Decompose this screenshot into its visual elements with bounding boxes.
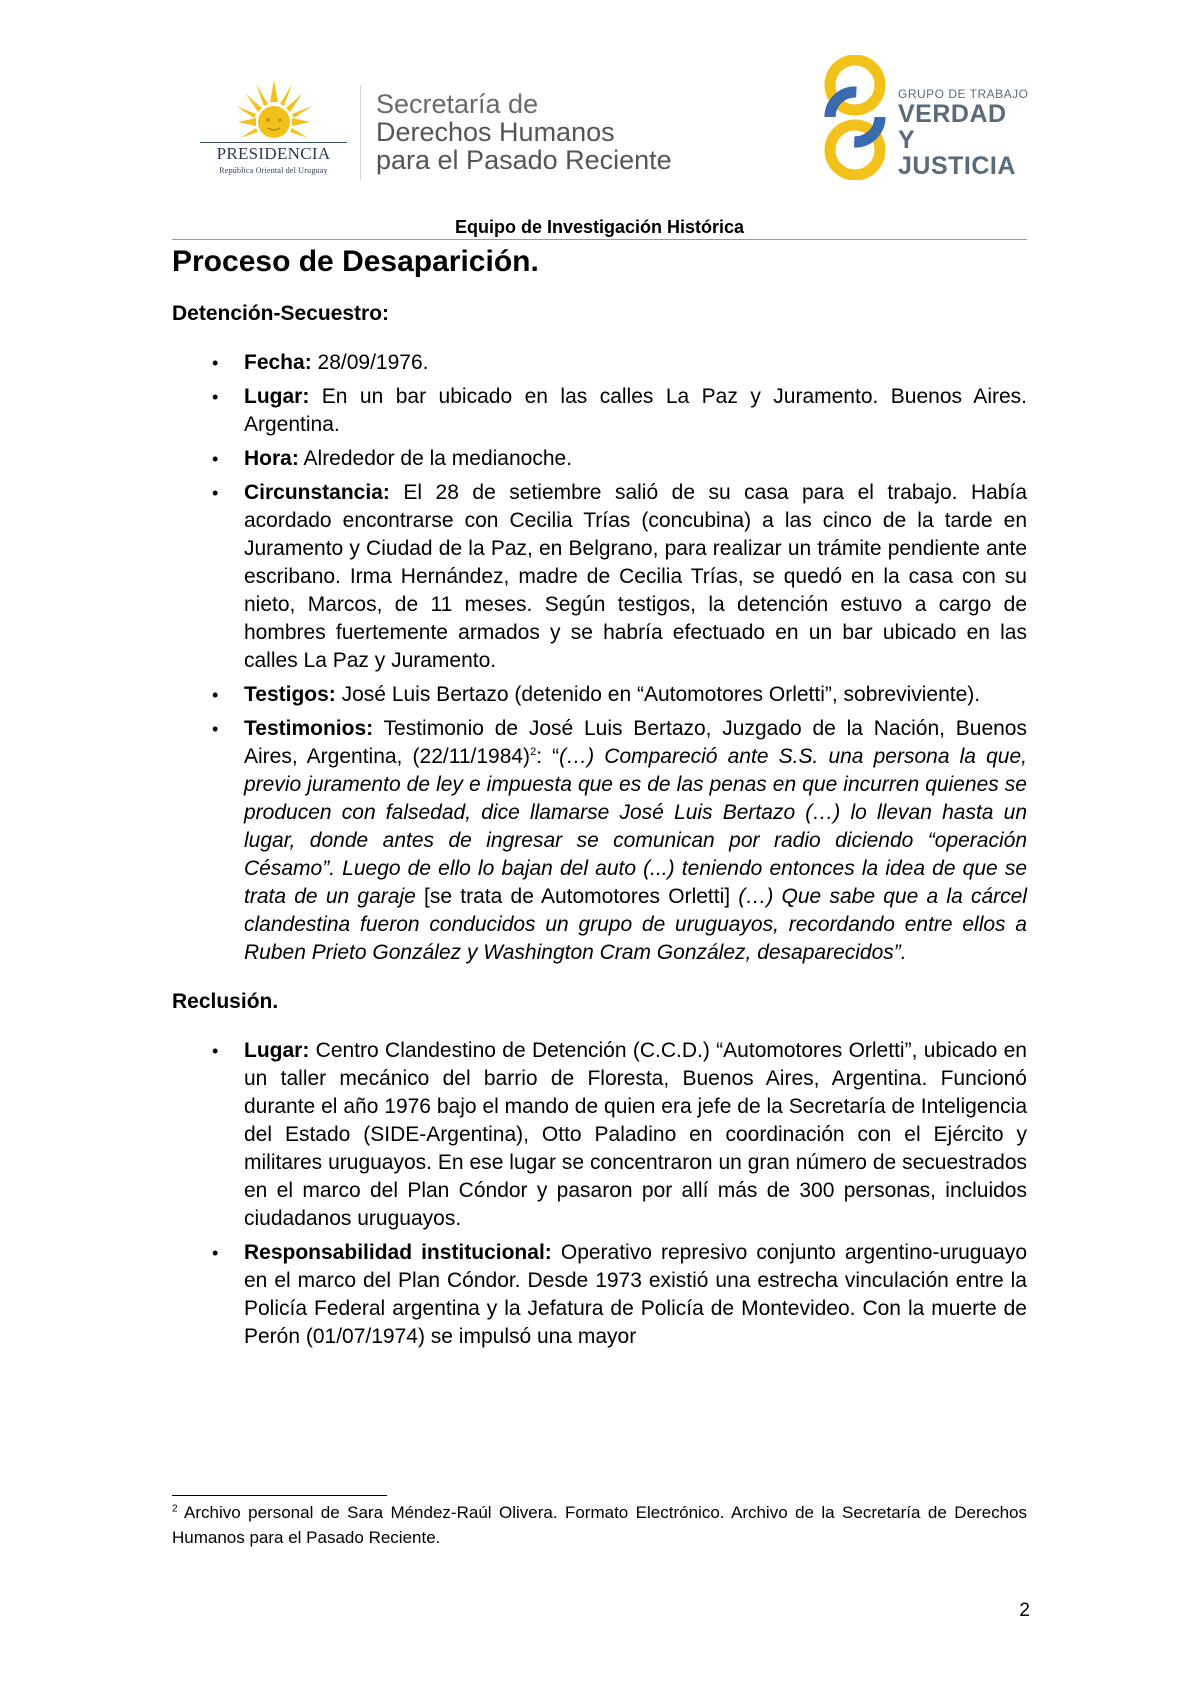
footnote [172, 1500, 1027, 1550]
bullet-icon: • [212, 353, 219, 373]
bullet-icon: • [212, 387, 219, 407]
document-body [172, 240, 1027, 1351]
fecha-value: 28/09/1976. [311, 351, 429, 374]
reclusion-list [172, 1037, 1027, 1351]
responsabilidad-label: Responsabilidad institucional: [244, 1241, 552, 1264]
testimonios-value: Testimonio de José Luis Bertazo, Juzgado de la Nación, Buenos Aires, Argentina, (22/11/1984) [244, 717, 1027, 768]
list-item-responsabilidad [172, 1239, 1027, 1351]
bullet-icon: • [212, 449, 219, 469]
verdad-justicia-text [898, 87, 1030, 179]
reclusion-lugar-value: Centro Clandestino de Detención (C.C.D.) “Automotores Orletti”, ubicado en un taller mecánico del barrio de Floresta, Buenos Aires, Argentina. Funcionó durante el año 1976 bajo el mando de quien era jefe de la Secretaría de Inteligencia del Estado (SIDE-Argentina), Otto Paladino en coordinación con el Ejército y militares uruguayos. En ese lugar se concentraron un gran número de secuestrados en el marco del Plan Cóndor y pasaron por allí más de 300 personas, incluidos ciudadanos uruguayos. [244, 1039, 1027, 1230]
list-item-testigos [172, 681, 1027, 709]
vj-small-text: GRUPO DE TRABAJO [898, 87, 1029, 101]
testimonios-quote-2: (…) Que sabe que a la cárcel clandestina fueron conducidos un grupo de uruguayos, recordando entre ellos a Ruben Prieto González y Washington Cram González, desaparecidos”. [244, 885, 1027, 964]
list-item-hora [172, 445, 1027, 473]
testimonios-quote-1: (…) Compareció ante S.S. una persona la que, previo juramento de ley e impuesta que es de las penas en que incurren quienes se producen con falsedad, dice llamarse José Luis Bertazo (…) lo llevan hasta un lugar, donde antes de ingresar se comunican por radio diciendo “operación Césamo”. Luego de ello lo bajan del auto (...) teniendo entonces la idea de que se trata de un garaje [244, 745, 1027, 908]
testimonios-colon: : “ [536, 745, 560, 768]
bullet-icon: • [212, 685, 219, 705]
presidencia-subtitle: República Oriental del Uruguay [219, 166, 328, 175]
detencion-list [172, 349, 1027, 967]
testimonios-label: Testimonios: [244, 717, 374, 740]
bullet-icon: • [212, 719, 219, 739]
list-item-reclusion-lugar [172, 1037, 1027, 1233]
testimonios-bracket: [se trata de Automotores Orletti] [415, 885, 739, 908]
hora-value: Alrededor de la medianoche. [298, 447, 573, 470]
circunstancia-value: El 28 de setiembre salió de su casa para el trabajo. Había acordado encontrarse con Cecilia Trías (concubina) a las cinco de la tarde en Juramento y Ciudad de la Paz, en Belgrano, para realizar un trámite pendiente ante escribano. Irma Hernández, madre de Cecilia Trías, se quedó en la casa con su nieto, Marcos, de 11 meses. Según testigos, la detención estuvo a cargo de hombres fuertemente armados y se habría efectuado en un bar ubicado en las calles La Paz y Juramento. [244, 481, 1027, 672]
testigos-label: Testigos: [244, 683, 336, 706]
bullet-icon: • [212, 1243, 219, 1263]
secretaria-logo [376, 90, 672, 174]
team-heading: Equipo de Investigación Histórica [454, 217, 745, 237]
page-title: Proceso de Desaparición. [172, 245, 539, 278]
page-number: 2 [1019, 1600, 1030, 1621]
list-item-circunstancia [172, 479, 1027, 675]
vj-big-text-1: VERDAD Y [898, 100, 1007, 154]
bullet-icon: • [212, 483, 219, 503]
verdad-justicia-logo [820, 55, 1030, 180]
responsabilidad-value: Operativo represivo conjunto argentino-uruguayo en el marco del Plan Cóndor. Desde 1973 existió una estrecha vinculación entre la Policía Federal argentina y la Jefatura de Policía de Montevideo. Con la muerte de Perón (01/07/1974) se impulsó una mayor [244, 1241, 1028, 1348]
secretaria-line2: Derechos Humanos [376, 117, 615, 147]
secretaria-line1: Secretaría de [376, 89, 539, 119]
presidencia-logo [196, 80, 351, 220]
presidencia-divider [200, 142, 347, 143]
presidencia-title: PRESIDENCIA [216, 144, 331, 163]
lugar-label: Lugar: [244, 385, 310, 408]
section-heading-reclusion: Reclusión. [172, 990, 279, 1013]
list-item-testimonios [172, 715, 1027, 967]
footnote-ref[interactable]: 2 [530, 746, 537, 758]
reclusion-lugar-label: Lugar: [244, 1039, 310, 1062]
section-heading-detencion: Detención-Secuestro: [172, 302, 390, 325]
secretaria-line3: para el Pasado Reciente [376, 145, 672, 175]
footnote-number: 2 [172, 1503, 178, 1515]
circunstancia-label: Circunstancia: [244, 481, 390, 504]
vj-big-text-2: JUSTICIA [898, 152, 1016, 180]
list-item-fecha [172, 349, 1027, 377]
hora-label: Hora: [244, 447, 299, 470]
logo-separator [360, 85, 361, 180]
rings-icon [820, 55, 890, 180]
footnote-text: Archivo personal de Sara Méndez-Raúl Olivera. Formato Electrónico. Archivo de la Secretaría de Derechos Humanos para el Pasado Reciente. [172, 1503, 1027, 1547]
list-item-lugar [172, 383, 1027, 439]
fecha-label: Fecha: [244, 351, 312, 374]
testigos-value: José Luis Bertazo (detenido en “Automotores Orletti”, sobreviviente). [335, 683, 981, 706]
lugar-value: En un bar ubicado en las calles La Paz y Juramento. Buenos Aires. Argentina. [244, 385, 1027, 436]
footnote-rule [172, 1495, 387, 1496]
bullet-icon: • [212, 1041, 219, 1061]
